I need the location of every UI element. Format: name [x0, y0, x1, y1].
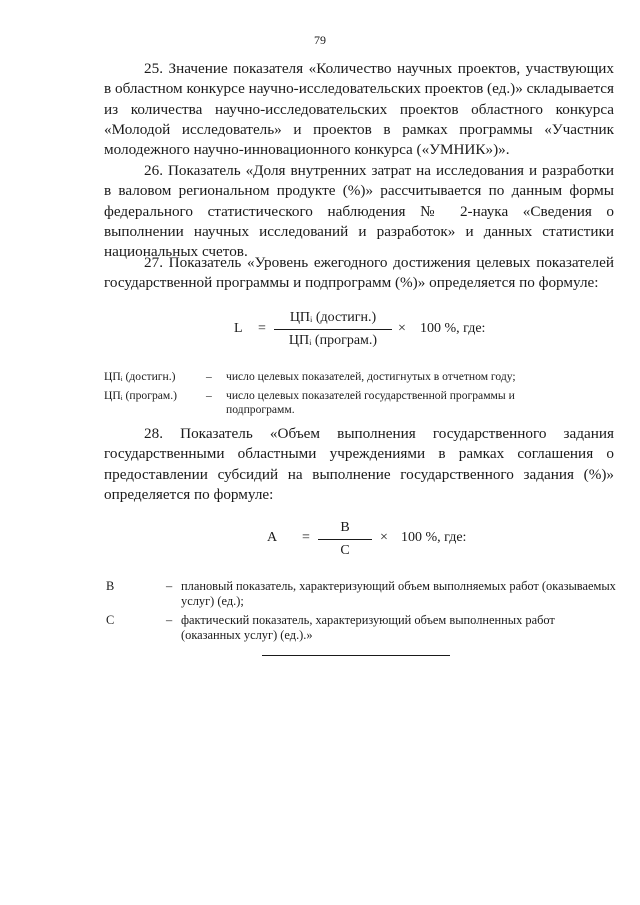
formula2-numerator: B [340, 520, 350, 535]
definition-desc: плановый показатель, характеризующий объем выполняемых работ (оказываемых услуг) (ед.); [181, 579, 616, 608]
paragraph-27-block [104, 253, 614, 294]
formula2-fraction [318, 520, 372, 559]
formula2-times: × [380, 530, 388, 545]
definition-row [0, 579, 640, 611]
formula1-denominator: ЦПᵢ (програм.) [288, 333, 378, 348]
formula1-equals: = [258, 321, 266, 336]
paragraph-25-block [104, 59, 614, 160]
definition-dash: – [166, 613, 173, 627]
definition-row [0, 613, 640, 645]
formula2-lhs: A [267, 530, 278, 545]
definition-row [0, 389, 640, 419]
definition-desc: фактический показатель, характеризующий объем выполненных работ (оказанных услуг) (ед.).» [181, 613, 555, 642]
formula-level-achievement [0, 310, 640, 350]
definition-dash: – [206, 389, 212, 402]
paragraph-26: 26. Показатель «Доля внутренних затрат на исследования и разработки в валовом региональном продукте (%)» рассчитывается по данным формы федерального статистического наблюдения № 2-наука «Сведения о выполнении научных исследований и разработок» и данных статистики национальных счетов. [104, 162, 614, 261]
definition-dash: – [166, 579, 173, 593]
definition-term: ЦПᵢ (програм.) [104, 389, 177, 402]
formula1-fraction [274, 310, 392, 349]
formula2-denominator: C [340, 543, 350, 558]
definition-term: ЦПᵢ (достигн.) [104, 370, 176, 383]
paragraph-25: 25. Значение показателя «Количество научных проектов, участвующих в областном конкурсе научно-исследовательских проектов (ед.)» складывается из количества научно-исследовательских проектов областного конкурса «Молодой исследователь» и проектов в рамках программы «Участник молодежного научно-инновационного конкурса («УМНИК»)». [104, 60, 614, 159]
definition-desc: число целевых показателей государственной программы и подпрограмм. [226, 389, 515, 416]
page-number: 79 [314, 33, 326, 47]
definition-term: B [106, 579, 115, 593]
formula2-equals: = [302, 530, 310, 545]
definition-term: C [106, 613, 115, 627]
formula1-tail: 100 %, где: [420, 321, 486, 336]
paragraph-28-block [104, 424, 614, 505]
formula1-times: × [398, 321, 406, 336]
definition-desc: число целевых показателей, достигнутых в отчетном году; [226, 370, 516, 383]
formula2-tail: 100 %, где: [401, 530, 467, 545]
paragraph-26-block [104, 161, 614, 262]
end-rule [262, 655, 450, 656]
formula1-lhs: L [234, 321, 243, 336]
paragraph-28: 28. Показатель «Объем выполнения государственного задания государственными областными учреждениями в рамках соглашения о предоставлении субсидий на выполнение государственного задания (%)» определяется по формуле: [104, 425, 614, 503]
definition-dash: – [206, 370, 212, 383]
formula-task-execution [0, 520, 640, 560]
formula1-numerator: ЦПᵢ (достигн.) [289, 310, 377, 325]
definition-row [0, 370, 640, 386]
paragraph-27: 27. Показатель «Уровень ежегодного достижения целевых показателей государственной программы и подпрограмм (%)» определяется по формуле: [104, 254, 614, 292]
